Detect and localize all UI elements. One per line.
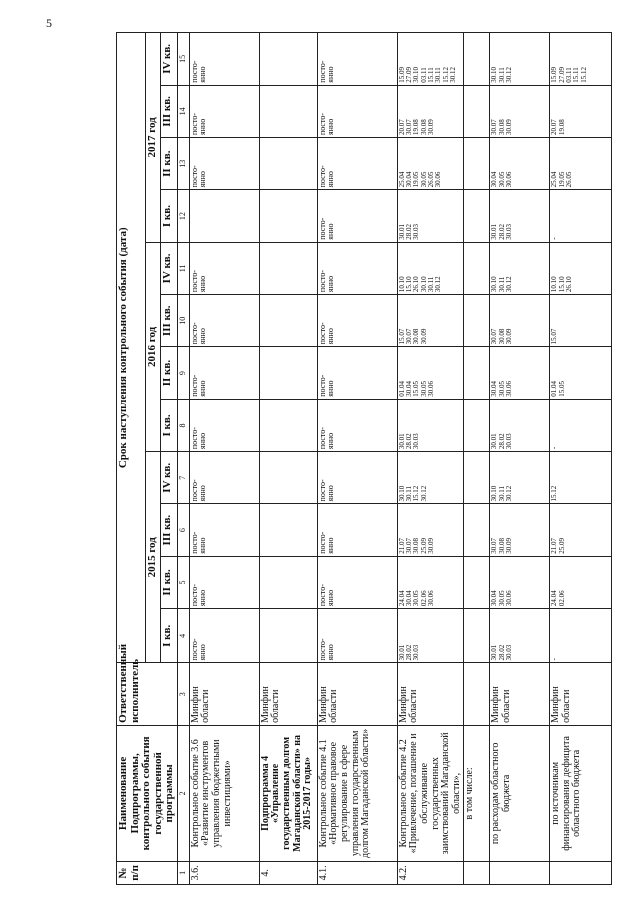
date-cell: посто- янно — [317, 347, 397, 399]
row-executor: Минфин области — [259, 663, 317, 725]
date-cell: посто- янно — [189, 33, 259, 86]
header-num: № п/п — [117, 861, 178, 884]
row-number: 4.1. — [317, 861, 397, 884]
date-cell — [464, 85, 490, 137]
quarter-header: I кв. — [161, 190, 178, 242]
date-cell — [259, 399, 317, 451]
date-cell — [259, 295, 317, 347]
date-cell: 30.04 30.05 30.06 — [490, 556, 550, 608]
row-name: по расходам областного бюджета — [490, 725, 550, 861]
page-number: 5 — [46, 16, 52, 30]
date-cell: 30.10 30.11 30.12 — [490, 33, 550, 86]
row-executor: Минфин области — [490, 663, 550, 725]
date-cell: 30.01 28.02 30.03 — [490, 609, 550, 663]
date-cell: 01.04 30.04 15.05 30.05 30.06 — [397, 347, 464, 399]
date-cell: 01.04 15.05 — [550, 347, 612, 399]
date-cell: 24.04 02.06 — [550, 556, 612, 608]
row-name: Контрольное событие 3.6 «Развитие инструментов управления бюджетными инвестициями» — [189, 725, 259, 861]
column-number: 15 — [177, 33, 189, 86]
date-cell: 21.07 25.09 — [550, 504, 612, 556]
date-cell: посто- янно — [189, 347, 259, 399]
date-cell: 30.07 30.08 30.09 — [490, 295, 550, 347]
date-cell: - — [550, 609, 612, 663]
date-cell — [189, 190, 259, 242]
date-cell — [259, 242, 317, 294]
header-executor: Ответственный исполнитель — [117, 663, 178, 725]
column-number: 10 — [177, 295, 189, 347]
date-cell: 21.07 30.07 30.08 25.09 30.09 — [397, 504, 464, 556]
date-cell — [259, 609, 317, 663]
date-cell — [464, 556, 490, 608]
control-events-table — [116, 32, 612, 885]
date-cell — [259, 452, 317, 504]
column-number: 6 — [177, 504, 189, 556]
date-cell — [259, 33, 317, 86]
date-cell — [464, 295, 490, 347]
year-header: 2015 год — [146, 452, 161, 663]
date-cell — [259, 556, 317, 608]
row-number: 4. — [259, 861, 317, 884]
date-cell: посто- янно — [317, 609, 397, 663]
quarter-header: IV кв. — [161, 33, 178, 86]
date-cell — [259, 504, 317, 556]
date-cell — [464, 609, 490, 663]
table-row — [464, 33, 490, 885]
column-number: 3 — [177, 663, 189, 725]
date-cell: 25.04 19.05 26.05 — [550, 138, 612, 190]
date-cell: посто- янно — [317, 399, 397, 451]
row-executor: Минфин области — [397, 663, 464, 725]
date-cell: 30.10 30.11 30.12 — [490, 242, 550, 294]
year-header: 2017 год — [146, 33, 161, 243]
date-cell: посто- янно — [317, 85, 397, 137]
year-header: 2016 год — [146, 242, 161, 451]
date-cell — [464, 242, 490, 294]
row-number: 3.6. — [189, 861, 259, 884]
column-number: 13 — [177, 138, 189, 190]
date-cell: посто- янно — [189, 556, 259, 608]
row-executor — [464, 663, 490, 725]
quarter-header: III кв. — [161, 85, 178, 137]
quarter-header: IV кв. — [161, 242, 178, 294]
date-cell: 15.07 — [550, 295, 612, 347]
date-cell — [259, 347, 317, 399]
row-number — [490, 861, 550, 884]
table-row — [189, 33, 259, 885]
date-cell: 30.04 30.05 30.06 — [490, 347, 550, 399]
date-cell — [259, 138, 317, 190]
date-cell: 15.12 — [550, 452, 612, 504]
date-cell: 25.04 30.04 19.05 30.05 26.05 30.06 — [397, 138, 464, 190]
date-cell: 30.01 28.02 30.03 — [397, 609, 464, 663]
date-cell — [259, 190, 317, 242]
column-number: 7 — [177, 452, 189, 504]
date-cell: 30.10 30.11 15.12 30.12 — [397, 452, 464, 504]
column-number: 11 — [177, 242, 189, 294]
date-cell: посто- янно — [317, 190, 397, 242]
row-number — [464, 861, 490, 884]
date-cell: посто- янно — [189, 399, 259, 451]
date-cell: 20.07 30.07 19.08 30.08 30.09 — [397, 85, 464, 137]
date-cell: посто- янно — [317, 295, 397, 347]
date-cell: посто- янно — [317, 33, 397, 86]
row-name: в том числе: — [464, 725, 490, 861]
quarter-header: II кв. — [161, 347, 178, 399]
date-cell — [464, 347, 490, 399]
date-cell: - — [550, 399, 612, 451]
date-cell: 24.04 30.04 30.05 02.06 30.06 — [397, 556, 464, 608]
row-name: по источникам финансирования дефицита областного бюджета — [550, 725, 612, 861]
date-cell — [464, 452, 490, 504]
row-name: Контрольное событие 4.1 «Нормативное правовое регулирование в сфере управления государственным долгом Магаданской области» — [317, 725, 397, 861]
table-row — [550, 33, 612, 885]
row-name: Контрольное событие 4.2 «Привлечение, погашение и обслуживание государственных заимствований Магаданской области», — [397, 725, 464, 861]
date-cell: 15.09 27.09 03.11 15.11 15.12 — [550, 33, 612, 86]
date-cell: 20.07 19.08 — [550, 85, 612, 137]
row-name: Подпрограмма 4 «Управление государственным долгом Магаданской области» на 2015-2017 годы» — [259, 725, 317, 861]
date-cell: 30.01 28.02 30.03 — [397, 190, 464, 242]
date-cell: - — [550, 190, 612, 242]
date-cell — [464, 190, 490, 242]
date-cell: посто- янно — [189, 452, 259, 504]
row-executor: Минфин области — [550, 663, 612, 725]
column-number: 1 — [177, 861, 189, 884]
date-cell: 15.07 30.07 30.08 30.09 — [397, 295, 464, 347]
date-cell: посто- янно — [189, 242, 259, 294]
quarter-header: III кв. — [161, 504, 178, 556]
date-cell: 30.01 28.02 30.03 — [490, 399, 550, 451]
column-number: 14 — [177, 85, 189, 137]
date-cell: 10.10 15.10 26.10 30.10 30.11 30.12 — [397, 242, 464, 294]
row-executor: Минфин области — [317, 663, 397, 725]
column-number: 12 — [177, 190, 189, 242]
table-row — [259, 33, 317, 885]
column-number: 5 — [177, 556, 189, 608]
date-cell: посто- янно — [189, 85, 259, 137]
date-cell: посто- янно — [189, 138, 259, 190]
quarter-header: IV кв. — [161, 452, 178, 504]
column-number: 4 — [177, 609, 189, 663]
table-row — [397, 33, 464, 885]
quarter-header: I кв. — [161, 399, 178, 451]
date-cell: 30.01 28.02 30.03 — [490, 190, 550, 242]
date-cell: 30.04 30.05 30.06 — [490, 138, 550, 190]
date-cell: 10.10 15.10 26.10 — [550, 242, 612, 294]
row-number — [550, 861, 612, 884]
date-cell: посто- янно — [317, 504, 397, 556]
header-name: Наименование Подпрограммы, контрольного события государственной программы — [117, 725, 178, 861]
column-number: 8 — [177, 399, 189, 451]
date-cell — [464, 399, 490, 451]
quarter-header: II кв. — [161, 556, 178, 608]
column-number: 9 — [177, 347, 189, 399]
row-executor: Минфин области — [189, 663, 259, 725]
date-cell — [464, 504, 490, 556]
column-number: 2 — [177, 725, 189, 861]
date-cell: посто- янно — [317, 452, 397, 504]
date-cell: посто- янно — [317, 242, 397, 294]
date-cell — [259, 85, 317, 137]
date-cell: 30.10 30.11 30.12 — [490, 452, 550, 504]
row-number: 4.2. — [397, 861, 464, 884]
date-cell: 30.01 28.02 30.03 — [397, 399, 464, 451]
date-cell — [464, 138, 490, 190]
date-cell: посто- янно — [317, 556, 397, 608]
quarter-header: II кв. — [161, 138, 178, 190]
header-deadline: Срок наступления контрольного события (дата) — [117, 33, 146, 664]
date-cell: посто- янно — [189, 295, 259, 347]
date-cell: посто- янно — [189, 609, 259, 663]
date-cell: посто- янно — [189, 504, 259, 556]
table-row — [490, 33, 550, 885]
table-row — [317, 33, 397, 885]
date-cell: 30.07 30.08 30.09 — [490, 85, 550, 137]
quarter-header: I кв. — [161, 609, 178, 663]
quarter-header: III кв. — [161, 295, 178, 347]
date-cell: 15.09 27.09 30.10 03.11 15.11 30.11 15.12 30.12 — [397, 33, 464, 86]
date-cell: посто- янно — [317, 138, 397, 190]
date-cell: 30.07 30.08 30.09 — [490, 504, 550, 556]
date-cell — [464, 33, 490, 86]
